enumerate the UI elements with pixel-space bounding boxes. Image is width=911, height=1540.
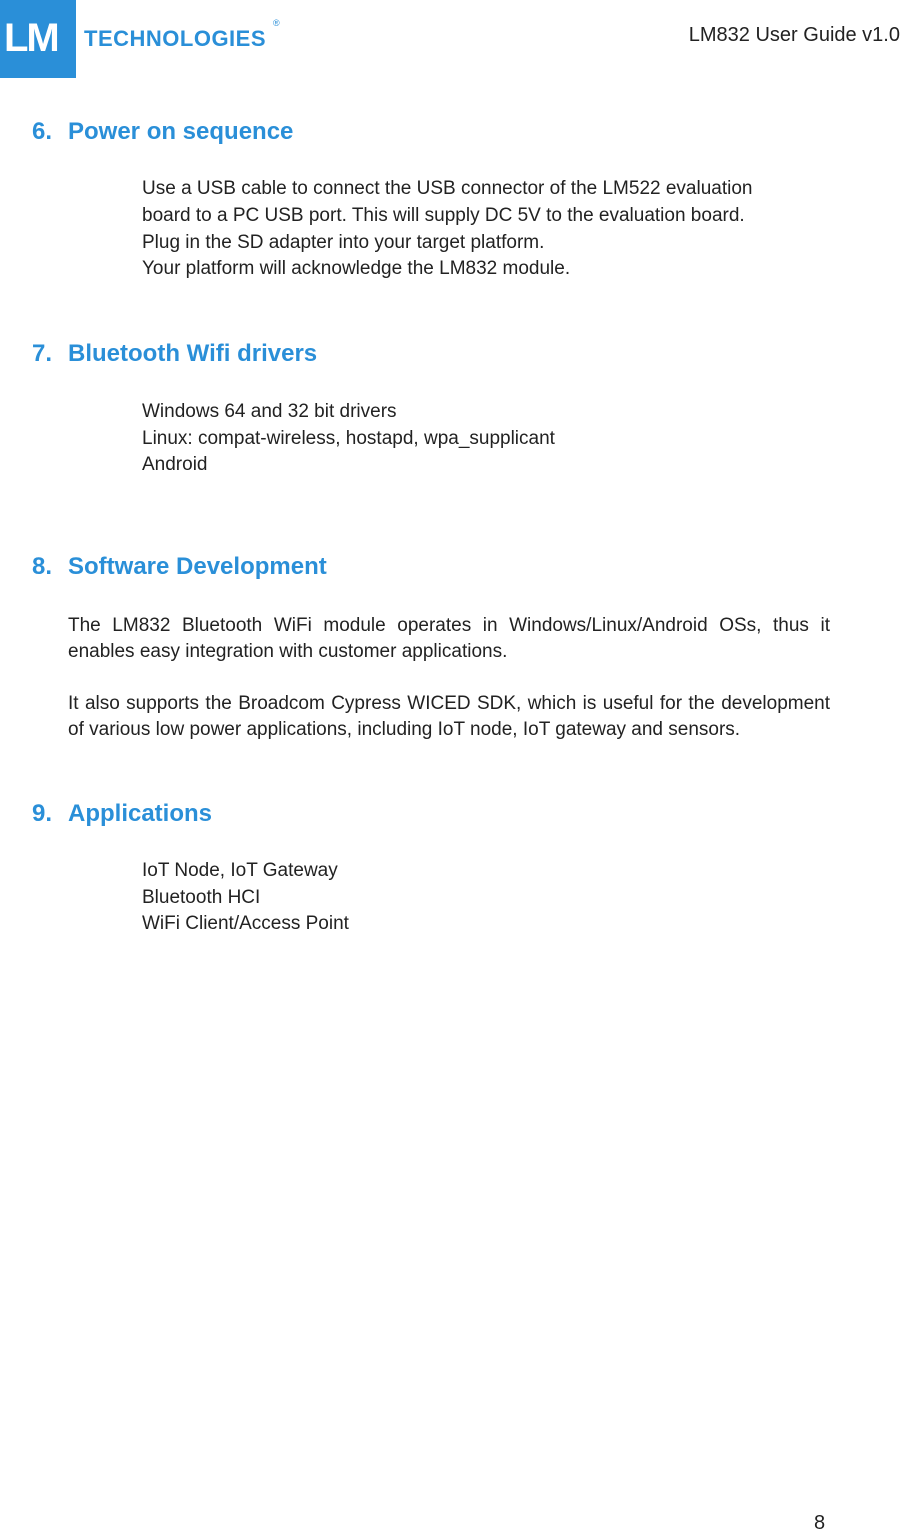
page-number: 8 [814, 1512, 826, 1534]
section-title: Bluetooth Wifi drivers [68, 340, 318, 367]
section-heading-applications [32, 800, 212, 828]
company-logo-text: TECHNOLOGIES [84, 26, 267, 51]
application-item: Bluetooth HCI [142, 887, 261, 908]
application-item: WiFi Client/Access Point [142, 913, 349, 934]
power-on-line: Plug in the SD adapter into your target platform. [142, 232, 545, 253]
application-item: IoT Node, IoT Gateway [142, 860, 338, 881]
section-number: 8. [32, 553, 53, 580]
driver-item: Windows 64 and 32 bit drivers [142, 401, 397, 422]
power-on-line: Your platform will acknowledge the LM832 module. [142, 258, 571, 279]
document-title: LM832 User Guide v1.0 [688, 24, 900, 46]
section-title: Power on sequence [68, 118, 294, 145]
section-heading-drivers [32, 340, 317, 368]
driver-item: Linux: compat-wireless, hostapd, wpa_supplicant [142, 428, 555, 449]
section-heading-software [32, 553, 327, 581]
section-title: Applications [68, 800, 213, 827]
section-number: 6. [32, 118, 53, 145]
section-heading-power-on [32, 118, 293, 146]
section-number: 7. [32, 340, 53, 367]
power-on-line: Use a USB cable to connect the USB connector of the LM522 evaluation [142, 178, 753, 199]
section-number: 9. [32, 800, 53, 827]
driver-item: Android [142, 454, 208, 475]
company-logo-mark [0, 0, 76, 78]
software-paragraph: It also supports the Broadcom Cypress WICED SDK, which is useful for the development of various low power applications, including IoT node, IoT gateway and sensors. [68, 693, 830, 740]
registered-mark: ® [273, 18, 280, 28]
software-paragraph: The LM832 Bluetooth WiFi module operates in Windows/Linux/Android OSs, thus it enables easy integration with customer applications. [68, 615, 830, 662]
logo-mark-text: LM [4, 16, 58, 60]
section-title: Software Development [68, 553, 327, 580]
power-on-line: board to a PC USB port. This will supply DC 5V to the evaluation board. [142, 205, 745, 226]
